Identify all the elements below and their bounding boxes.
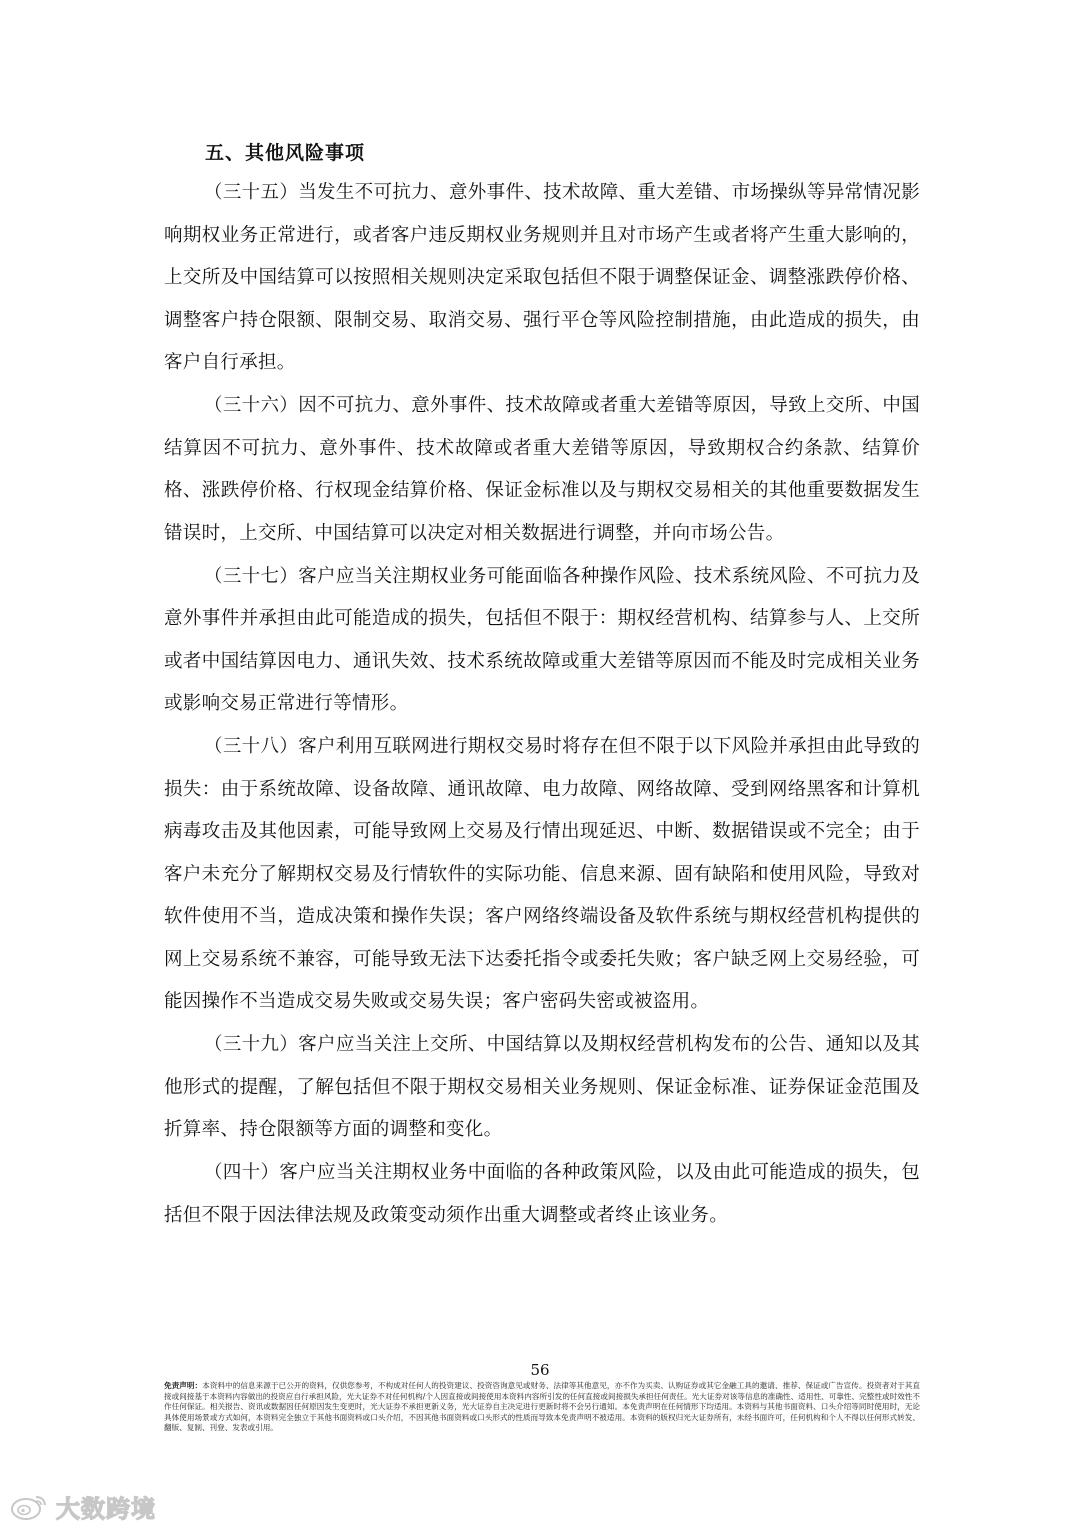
paragraph-38: （三十八）客户利用互联网进行期权交易时将存在但不限于以下风险并承担由此导致的损失：由于系统故障、设备故障、通讯故障、电力故障、网络故障、受到网络黑客和计算机病毒攻击及其他因素，可能导致网上交易及行情出现延迟、中断、数据错误或不完全；由于客户未充分了解期权交易及行情软件的实际功能、信息来源、固有缺陷和使用风险，导致对软件使用不当，造成决策和操作失误；客户网络终端设备及软件系统与期权经营机构提供的网上交易系统不兼容，可能导致无法下达委托指令或委托失败；客户缺乏网上交易经验，可能因操作不当造成交易失败或交易失误；客户密码失密或被盗用。 xyxy=(164,736,920,1012)
section-title: 五、其他风险事项 xyxy=(205,142,366,164)
paragraph-35: （三十五）当发生不可抗力、意外事件、技术故障、重大差错、市场操纵等异常情况影响期权业务正常进行，或者客户违反期权业务规则并且对市场产生或者将产生重大影响的，上交所及中国结算可以按照相关规则决定采取包括但不限于调整保证金、调整涨跌停价格、调整客户持仓限额、限制交易、取消交易、强行平仓等风险控制措施，由此造成的损失，由客户自行承担。 xyxy=(164,182,920,373)
watermark-text: 大数跨境 xyxy=(56,1494,156,1523)
paragraph-40: （四十）客户应当关注期权业务中面临的各种政策风险，以及由此可能造成的损失，包括但不限于因法律法规及政策变动须作出重大调整或者终止该业务。 xyxy=(164,1162,920,1226)
watermark xyxy=(10,1488,156,1524)
weibo-logo-icon xyxy=(10,1491,50,1521)
disclaimer-label: 免责声明： xyxy=(164,1381,203,1390)
paragraph-39: （三十九）客户应当关注上交所、中国结算以及期权经营机构发布的公告、通知以及其他形式的提醒，了解包括但不限于期权交易相关业务规则、保证金标准、证券保证金范围及折算率、持仓限额等方面的调整和变化。 xyxy=(164,1034,920,1140)
paragraph-36: （三十六）因不可抗力、意外事件、技术故障或者重大差错等原因，导致上交所、中国结算因不可抗力、意外事件、技术故障或者重大差错等原因，导致期权合约条款、结算价格、涨跌停价格、行权现金结算价格、保证金标准以及与期权交易相关的其他重要数据发生错误时，上交所、中国结算可以决定对相关数据进行调整，并向市场公告。 xyxy=(164,395,920,544)
disclaimer xyxy=(164,1381,920,1434)
page-number: 56 xyxy=(530,1361,550,1379)
document-body xyxy=(164,172,920,1237)
paragraph-37: （三十七）客户应当关注期权业务可能面临各种操作风险、技术系统风险、不可抗力及意外事件并承担由此可能造成的损失，包括但不限于：期权经营机构、结算参与人、上交所或者中国结算因电力、通讯失效、技术系统故障或重大差错等原因而不能及时完成相关业务或影响交易正常进行等情形。 xyxy=(164,565,920,714)
disclaimer-text: 本资料中的信息来源于已公开的资料，仅供您参考，不构成对任何人的投资建议、投资咨询意见或财务、法律等其他意见，亦不作为买卖、认购证券或其它金融工具的邀请、推荐、保证或广告宣传。投资者对于其直接或间接基于本资料内容做出的投资应自行承担风险，光大证券不对任何机构/个人因直接或间接使用本资料内容所引发的任何直接或间接损失承担任何责任。光大证券对该等信息的准确性、适用性、可靠性、完整性或时效性不作任何保证。相关报告、资讯或数据因任何原因发生变更时，光大证券不承担更新义务，光大证券自主决定进行更新时将不会另行通知。本免责声明在任何情形下均适用。本资料与其他书面资料、口头介绍等同时使用时，无论具体使用场景或方式如何，本资料完全独立于其他书面资料或口头介绍，不因其他书面资料或口头形式的性质而导致本免责声明不被适用。本资料的版权归光大证券所有，未经书面许可，任何机构和个人不得以任何形式转发、翻版、复制、刊登、发表或引用。 xyxy=(164,1381,920,1433)
